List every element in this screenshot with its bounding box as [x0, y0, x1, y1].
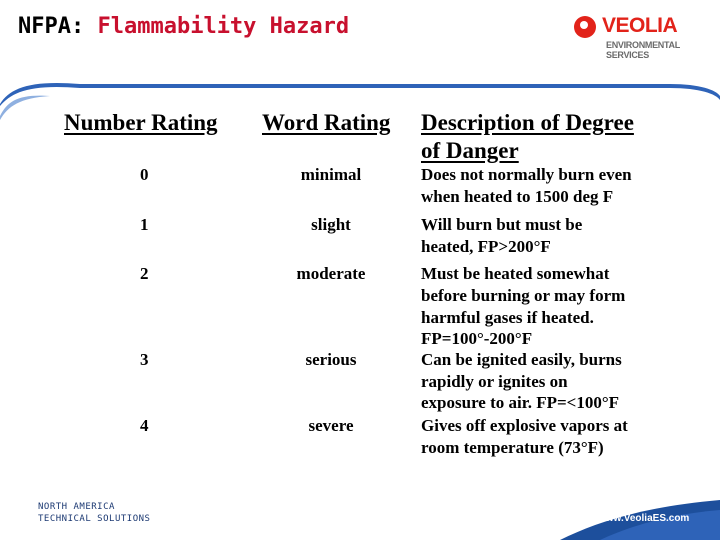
- title-prefix: NFPA:: [18, 14, 85, 39]
- footer-division-line1: NORTH AMERICA: [38, 502, 115, 512]
- row-3-description-line1: Can be ignited easily, burns: [421, 350, 622, 369]
- footer-division: [38, 501, 150, 525]
- footer-website-link[interactable]: www.VeoliaES.com: [598, 513, 690, 524]
- row-1-word: slight: [311, 215, 351, 234]
- logo-name: VEOLIA: [602, 14, 678, 37]
- row-2-description-line1: Must be heated somewhat: [421, 264, 610, 283]
- row-2-number: 2: [140, 264, 149, 283]
- row-0-word: minimal: [300, 165, 362, 184]
- row-0-description-line2: when heated to 1500 deg F: [421, 187, 614, 206]
- logo-tagline-line1: ENVIRONMENTAL: [606, 40, 680, 50]
- row-4-word: severe: [308, 416, 354, 435]
- row-4-number: 4: [140, 416, 149, 435]
- row-3-description-line2: rapidly or ignites on: [421, 372, 568, 391]
- row-4-description-line2: room temperature (73°F): [421, 438, 604, 457]
- row-2-word: moderate: [296, 264, 366, 283]
- header-number-rating: Number Rating: [64, 110, 218, 135]
- row-4-description-line1: Gives off explosive vapors at: [421, 416, 628, 435]
- row-0-description-line1: Does not normally burn even: [421, 165, 632, 184]
- row-2-description-line4: FP=100°-200°F: [421, 329, 533, 348]
- row-1-description-line2: heated, FP>200°F: [421, 237, 551, 256]
- header-word-rating: Word Rating: [262, 110, 391, 135]
- row-2-description-line2: before burning or may form: [421, 286, 626, 305]
- footer-division-line2: TECHNICAL SOLUTIONS: [38, 514, 151, 524]
- row-1-description-line1: Will burn but must be: [421, 215, 583, 234]
- row-3-description-line3: exposure to air. FP=<100°F: [421, 393, 620, 412]
- row-3-word: serious: [305, 350, 357, 369]
- row-0-number: 0: [140, 165, 149, 184]
- row-1-number: 1: [140, 215, 149, 234]
- title-accent: Flammability Hazard: [97, 14, 350, 39]
- logo-tagline-line2: SERVICES: [606, 50, 649, 60]
- row-2-description-line3: harmful gases if heated.: [421, 308, 594, 327]
- row-3-number: 3: [140, 350, 149, 369]
- header-description-line1: Description of Degree: [421, 110, 634, 135]
- header-description-line2: of Danger: [421, 138, 519, 163]
